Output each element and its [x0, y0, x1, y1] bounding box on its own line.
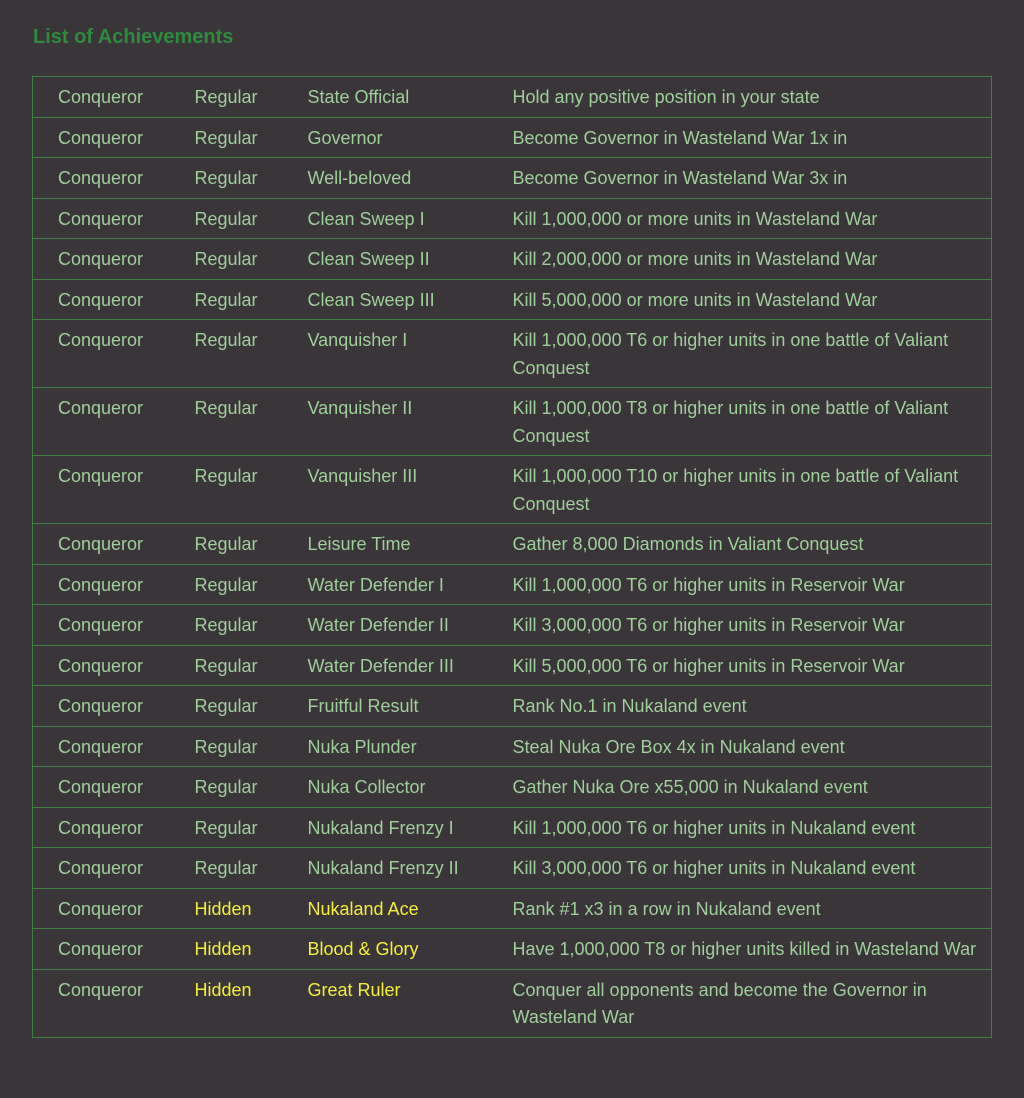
description-cell: Kill 3,000,000 T6 or higher units in Reservoir War	[513, 605, 992, 646]
type-cell: Regular	[195, 320, 308, 388]
category-cell: Conqueror	[33, 158, 195, 199]
table-row	[33, 198, 992, 239]
table-row	[33, 686, 992, 727]
table-row	[33, 158, 992, 199]
description-cell: Rank No.1 in Nukaland event	[513, 686, 992, 727]
table-row	[33, 645, 992, 686]
table-row	[33, 888, 992, 929]
name-cell: Blood & Glory	[308, 929, 513, 970]
type-cell: Regular	[195, 117, 308, 158]
name-cell: Nukaland Frenzy I	[308, 807, 513, 848]
description-cell: Kill 2,000,000 or more units in Wasteland War	[513, 239, 992, 280]
category-cell: Conqueror	[33, 524, 195, 565]
name-cell: Vanquisher I	[308, 320, 513, 388]
description-cell: Steal Nuka Ore Box 4x in Nukaland event	[513, 726, 992, 767]
description-cell: Kill 1,000,000 T6 or higher units in Nukaland event	[513, 807, 992, 848]
type-cell: Regular	[195, 198, 308, 239]
category-cell: Conqueror	[33, 239, 195, 280]
table-row	[33, 969, 992, 1037]
table-row	[33, 117, 992, 158]
table-row	[33, 77, 992, 118]
name-cell: Nuka Plunder	[308, 726, 513, 767]
name-cell: Governor	[308, 117, 513, 158]
description-cell: Kill 5,000,000 T6 or higher units in Reservoir War	[513, 645, 992, 686]
type-cell: Regular	[195, 388, 308, 456]
description-cell: Kill 1,000,000 or more units in Wasteland War	[513, 198, 992, 239]
achievements-table-body	[33, 77, 992, 1038]
type-cell: Regular	[195, 524, 308, 565]
type-cell: Regular	[195, 645, 308, 686]
achievements-table	[32, 76, 992, 1038]
description-cell: Gather 8,000 Diamonds in Valiant Conquest	[513, 524, 992, 565]
name-cell: Nuka Collector	[308, 767, 513, 808]
description-cell: Gather Nuka Ore x55,000 in Nukaland event	[513, 767, 992, 808]
table-row	[33, 929, 992, 970]
type-cell: Hidden	[195, 888, 308, 929]
description-cell: Rank #1 x3 in a row in Nukaland event	[513, 888, 992, 929]
type-cell: Hidden	[195, 929, 308, 970]
category-cell: Conqueror	[33, 807, 195, 848]
table-row	[33, 239, 992, 280]
description-cell: Kill 1,000,000 T8 or higher units in one battle of Valiant Conquest	[513, 388, 992, 456]
table-row	[33, 320, 992, 388]
name-cell: Vanquisher III	[308, 456, 513, 524]
table-row	[33, 279, 992, 320]
type-cell: Regular	[195, 686, 308, 727]
category-cell: Conqueror	[33, 767, 195, 808]
category-cell: Conqueror	[33, 198, 195, 239]
description-cell: Kill 5,000,000 or more units in Wasteland War	[513, 279, 992, 320]
name-cell: Nukaland Ace	[308, 888, 513, 929]
category-cell: Conqueror	[33, 320, 195, 388]
category-cell: Conqueror	[33, 117, 195, 158]
page-title: List of Achievements	[33, 26, 234, 48]
category-cell: Conqueror	[33, 564, 195, 605]
description-cell: Kill 1,000,000 T6 or higher units in Reservoir War	[513, 564, 992, 605]
name-cell: Clean Sweep III	[308, 279, 513, 320]
description-cell: Kill 1,000,000 T6 or higher units in one battle of Valiant Conquest	[513, 320, 992, 388]
table-row	[33, 524, 992, 565]
category-cell: Conqueror	[33, 686, 195, 727]
category-cell: Conqueror	[33, 929, 195, 970]
description-cell: Hold any positive position in your state	[513, 77, 992, 118]
name-cell: Clean Sweep II	[308, 239, 513, 280]
description-cell: Kill 3,000,000 T6 or higher units in Nukaland event	[513, 848, 992, 889]
table-row	[33, 807, 992, 848]
type-cell: Hidden	[195, 969, 308, 1037]
name-cell: Water Defender II	[308, 605, 513, 646]
name-cell: Vanquisher II	[308, 388, 513, 456]
table-row	[33, 456, 992, 524]
category-cell: Conqueror	[33, 605, 195, 646]
type-cell: Regular	[195, 77, 308, 118]
category-cell: Conqueror	[33, 969, 195, 1037]
category-cell: Conqueror	[33, 848, 195, 889]
name-cell: Great Ruler	[308, 969, 513, 1037]
category-cell: Conqueror	[33, 456, 195, 524]
table-row	[33, 605, 992, 646]
category-cell: Conqueror	[33, 645, 195, 686]
type-cell: Regular	[195, 564, 308, 605]
category-cell: Conqueror	[33, 726, 195, 767]
name-cell: State Official	[308, 77, 513, 118]
name-cell: Leisure Time	[308, 524, 513, 565]
description-cell: Become Governor in Wasteland War 3x in	[513, 158, 992, 199]
category-cell: Conqueror	[33, 888, 195, 929]
type-cell: Regular	[195, 279, 308, 320]
type-cell: Regular	[195, 726, 308, 767]
table-row	[33, 767, 992, 808]
name-cell: Fruitful Result	[308, 686, 513, 727]
category-cell: Conqueror	[33, 77, 195, 118]
description-cell: Conquer all opponents and become the Governor in Wasteland War	[513, 969, 992, 1037]
category-cell: Conqueror	[33, 388, 195, 456]
name-cell: Nukaland Frenzy II	[308, 848, 513, 889]
type-cell: Regular	[195, 239, 308, 280]
name-cell: Clean Sweep I	[308, 198, 513, 239]
description-cell: Kill 1,000,000 T10 or higher units in one battle of Valiant Conquest	[513, 456, 992, 524]
type-cell: Regular	[195, 807, 308, 848]
table-row	[33, 564, 992, 605]
type-cell: Regular	[195, 848, 308, 889]
type-cell: Regular	[195, 767, 308, 808]
name-cell: Water Defender III	[308, 645, 513, 686]
type-cell: Regular	[195, 158, 308, 199]
category-cell: Conqueror	[33, 279, 195, 320]
description-cell: Become Governor in Wasteland War 1x in	[513, 117, 992, 158]
table-row	[33, 848, 992, 889]
table-row	[33, 388, 992, 456]
name-cell: Well-beloved	[308, 158, 513, 199]
table-row	[33, 726, 992, 767]
type-cell: Regular	[195, 605, 308, 646]
type-cell: Regular	[195, 456, 308, 524]
description-cell: Have 1,000,000 T8 or higher units killed in Wasteland War	[513, 929, 992, 970]
name-cell: Water Defender I	[308, 564, 513, 605]
